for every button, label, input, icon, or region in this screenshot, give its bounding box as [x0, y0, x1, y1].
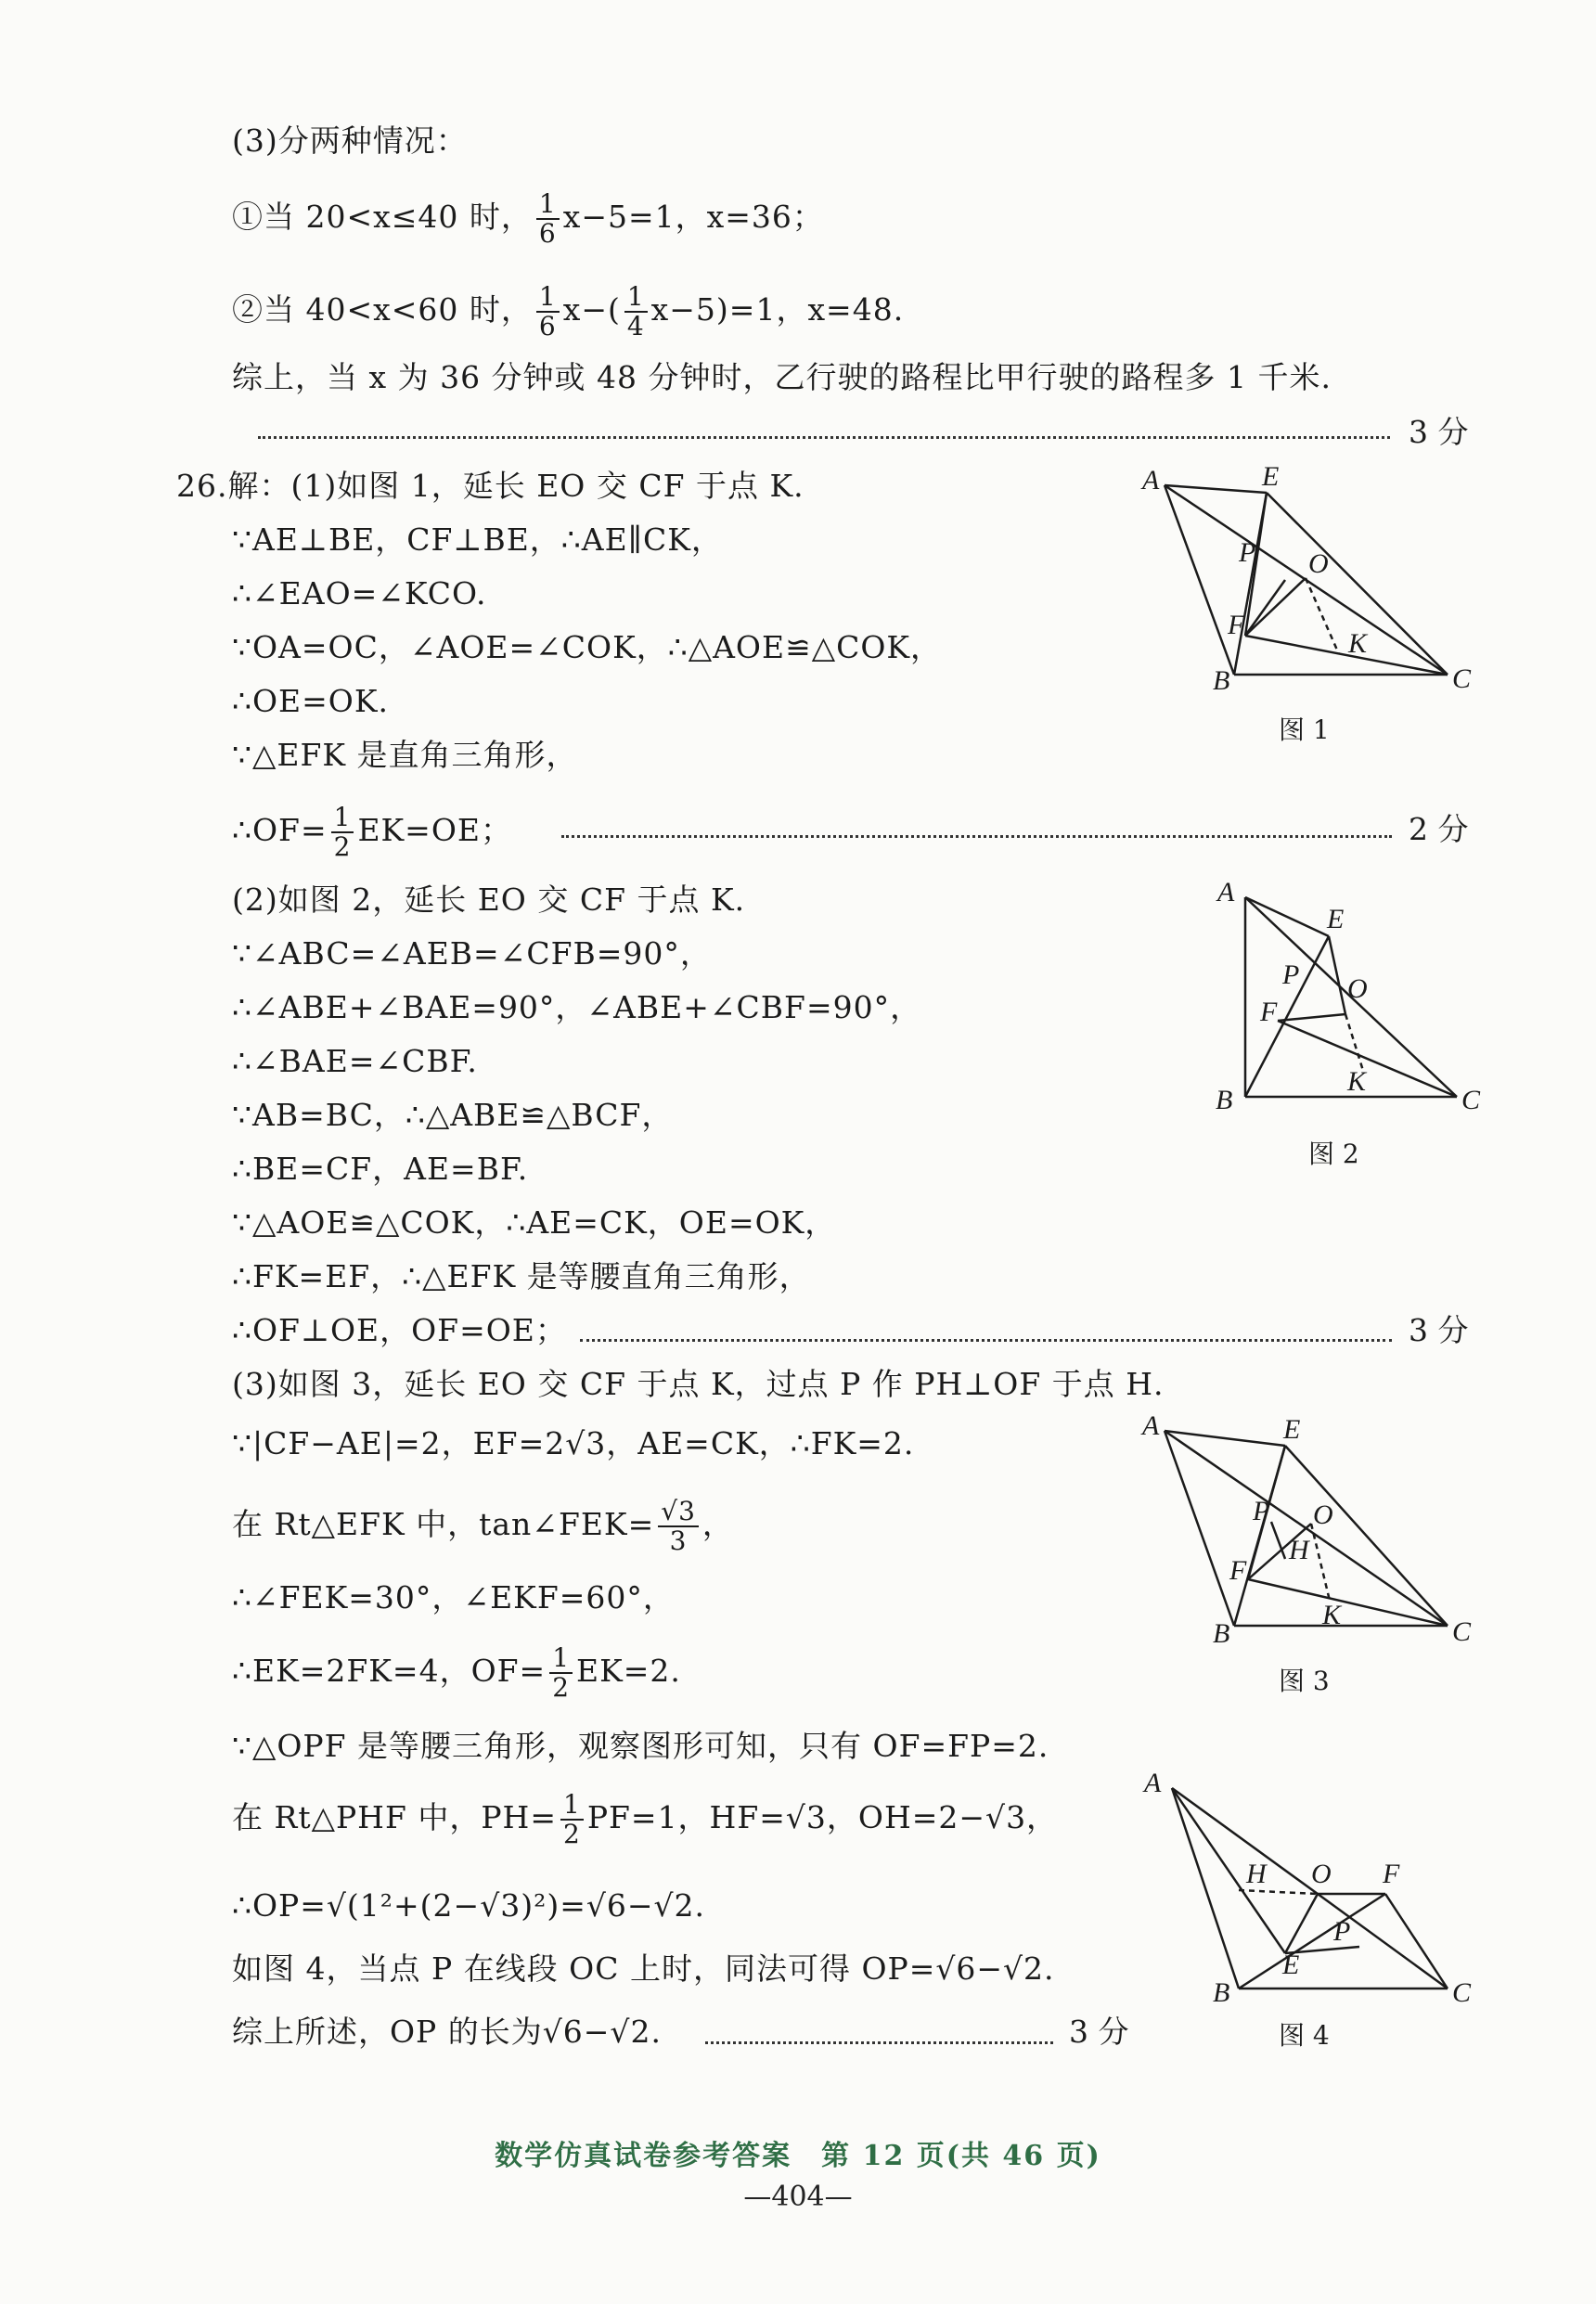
q26-line-7-suffix: EK=OE； — [357, 812, 512, 848]
figure-3 — [1137, 1410, 1489, 1655]
fig1-label-O: O — [1308, 548, 1329, 579]
fig3-label-B: B — [1213, 1618, 1230, 1649]
fig4-label-H: H — [1246, 1859, 1267, 1889]
part3-intro: (3)分两种情况： — [232, 122, 468, 159]
fraction-denominator: 2 — [333, 831, 352, 862]
part3-line-3-prefix: 在 Rt△EFK 中，tan∠FEK= — [232, 1506, 655, 1542]
figure-3-caption: 图 3 — [1279, 1666, 1330, 1696]
fig1-label-P: P — [1239, 537, 1256, 568]
part2-title: (2)如图 2，延长 EO 交 CF 于点 K. — [232, 882, 746, 918]
case-1-prefix: ①当 20<x≤40 时， — [232, 199, 533, 235]
q26-line-7 — [232, 804, 512, 861]
fraction-numerator: 1 — [536, 283, 560, 313]
q26-line-3: ∴∠EAO=∠KCO. — [232, 575, 487, 611]
part2-line-5: ∵AB=BC，∴△ABE≌△BCF， — [232, 1097, 674, 1133]
fig2-label-O: O — [1347, 973, 1368, 1004]
fig4-label-O: O — [1311, 1859, 1332, 1889]
figure-4-diagram — [1137, 1768, 1489, 2009]
part2-line-3: ∴∠ABE+∠BAE=90°，∠ABE+∠CBF=90°， — [232, 989, 922, 1025]
fig2-label-K: K — [1347, 1066, 1367, 1097]
figure-4-caption: 图 4 — [1279, 2020, 1330, 2051]
figure-2-caption: 图 2 — [1308, 1139, 1359, 1169]
figure-3-diagram — [1137, 1410, 1489, 1652]
part2-line-7: ∵△AOE≌△COK，∴AE=CK，OE=OK， — [232, 1204, 837, 1241]
case-2-middle: x−( — [562, 291, 621, 328]
q26-line-6: ∵△EFK 是直角三角形， — [232, 737, 578, 773]
fig1-label-K: K — [1348, 628, 1368, 659]
fraction-one-half — [549, 1644, 573, 1702]
fig2-label-B: B — [1216, 1085, 1233, 1115]
score-25: 3 分 — [1409, 414, 1469, 450]
fig3-label-E: E — [1283, 1414, 1301, 1445]
score-leader-dots — [580, 1339, 1392, 1342]
q26-part1-title: 26.解：(1)如图 1，延长 EO 交 CF 于点 K. — [176, 468, 804, 504]
fig3-label-H: H — [1289, 1535, 1309, 1565]
fig3-label-O: O — [1313, 1500, 1333, 1530]
fig4-label-A: A — [1144, 1768, 1162, 1798]
part2-line-9: ∴OF⊥OE，OF=OE； — [232, 1312, 567, 1348]
score-26-part1: 2 分 — [1409, 811, 1469, 847]
fig3-label-C: C — [1452, 1616, 1472, 1647]
fraction-one-half — [331, 804, 354, 861]
fraction-sqrt3-over-3 — [658, 1498, 699, 1555]
figure-1-caption: 图 1 — [1279, 714, 1330, 745]
part3-line-6: ∵△OPF 是等腰三角形，观察图形可知，只有 OF=FP=2. — [232, 1728, 1049, 1764]
part3-line-2: ∵|CF−AE|=2，EF=2√3，AE=CK，∴FK=2. — [232, 1425, 915, 1461]
figure-4 — [1137, 1768, 1489, 2013]
figure-2 — [1206, 877, 1485, 1122]
fig3-label-P: P — [1253, 1496, 1270, 1526]
fig1-label-C: C — [1452, 663, 1472, 694]
fraction-denominator: 4 — [626, 311, 645, 341]
part3-line-3-suffix: ， — [701, 1506, 734, 1542]
figure-1-diagram — [1137, 461, 1489, 701]
figure-1 — [1137, 461, 1489, 704]
fraction-numerator: 1 — [624, 283, 648, 313]
score-26-part3: 3 分 — [1069, 2014, 1129, 2050]
case-2-line — [232, 283, 904, 341]
part3-line-5 — [232, 1644, 681, 1702]
part2-line-2: ∵∠ABC=∠AEB=∠CFB=90°， — [232, 935, 712, 972]
part3-line-7-suffix: PF=1，HF=√3，OH=2−√3， — [586, 1799, 1059, 1835]
part3-title: (3)如图 3，延长 EO 交 CF 于点 K，过点 P 作 PH⊥OF 于点 H. — [232, 1366, 1165, 1402]
fraction-numerator: 1 — [331, 804, 354, 833]
q26-line-4: ∵OA=OC，∠AOE=∠COK，∴△AOE≌△COK， — [232, 629, 943, 665]
fraction-denominator: 3 — [669, 1525, 688, 1556]
fig3-label-A: A — [1142, 1410, 1160, 1441]
fraction-one-half — [560, 1791, 584, 1848]
fraction-denominator: 2 — [562, 1819, 581, 1849]
part3-line-4: ∴∠FEK=30°，∠EKF=60°， — [232, 1579, 675, 1615]
fig3-label-F: F — [1229, 1555, 1247, 1586]
fig4-label-F: F — [1383, 1859, 1400, 1889]
fraction-one-fourth — [624, 283, 648, 341]
score-leader-dots — [561, 835, 1392, 838]
q26-line-7-prefix: ∴OF= — [232, 812, 328, 848]
fig4-label-E: E — [1282, 1950, 1300, 1980]
fraction-numerator: 1 — [549, 1644, 573, 1674]
part2-line-8: ∴FK=EF，∴△EFK 是等腰直角三角形， — [232, 1258, 811, 1294]
fig2-label-E: E — [1327, 904, 1345, 934]
fraction-denominator: 6 — [538, 311, 557, 341]
part2-line-6: ∴BE=CF，AE=BF. — [232, 1151, 529, 1187]
fig1-label-B: B — [1213, 665, 1230, 696]
fraction-one-sixth — [536, 190, 560, 248]
fig4-label-B: B — [1213, 1977, 1230, 2008]
fraction-numerator: 1 — [560, 1791, 584, 1821]
page-number: —404— — [743, 2181, 853, 2213]
score-leader-dots — [258, 436, 1390, 439]
figure-2-diagram — [1206, 877, 1485, 1118]
fig1-label-E: E — [1262, 461, 1280, 492]
fraction-numerator: √3 — [658, 1498, 699, 1527]
fig3-label-K: K — [1322, 1600, 1342, 1630]
fig2-label-C: C — [1461, 1085, 1481, 1115]
score-leader-dots — [705, 2041, 1053, 2044]
fig2-label-P: P — [1282, 959, 1300, 990]
fraction-denominator: 2 — [552, 1672, 571, 1703]
q26-line-5: ∴OE=OK. — [232, 683, 389, 719]
part2-line-4: ∴∠BAE=∠CBF. — [232, 1043, 478, 1079]
fraction-denominator: 6 — [538, 218, 557, 249]
summary-25: 综上，当 x 为 36 分钟或 48 分钟时，乙行驶的路程比甲行驶的路程多 1 千米. — [232, 359, 1332, 395]
part3-line-8: ∴OP=√(1²+(2−√3)²)=√6−√2. — [232, 1887, 706, 1924]
score-26-part2: 3 分 — [1409, 1312, 1469, 1348]
q26-line-2: ∵AE⊥BE，CF⊥BE，∴AE∥CK， — [232, 521, 723, 558]
fig4-label-C: C — [1452, 1977, 1472, 2008]
part3-line-3 — [232, 1498, 734, 1555]
part3-line-7-prefix: 在 Rt△PHF 中，PH= — [232, 1799, 557, 1835]
fig2-label-F: F — [1260, 997, 1278, 1027]
part3-line-9: 如图 4，当点 P 在线段 OC 上时，同法可得 OP=√6−√2. — [232, 1950, 1055, 1987]
case-1-suffix: x−5=1，x=36； — [562, 199, 824, 235]
fraction-one-sixth — [536, 283, 560, 341]
case-2-prefix: ②当 40<x<60 时， — [232, 291, 533, 328]
part3-line-5-suffix: EK=2. — [576, 1653, 681, 1689]
case-2-suffix: x−5)=1，x=48. — [650, 291, 905, 328]
part3-line-10: 综上所述，OP 的长为√6−√2. — [232, 2014, 662, 2050]
fraction-numerator: 1 — [536, 190, 560, 220]
fig4-label-P: P — [1333, 1916, 1351, 1947]
part3-line-5-prefix: ∴EK=2FK=4，OF= — [232, 1653, 547, 1689]
fig2-label-A: A — [1217, 877, 1235, 907]
fig1-label-A: A — [1142, 465, 1160, 496]
part3-line-7 — [232, 1791, 1058, 1848]
fig1-label-F: F — [1228, 610, 1245, 640]
footer-title: 数学仿真试卷参考答案 第 12 页(共 46 页) — [495, 2140, 1101, 2172]
case-1-line — [232, 190, 824, 248]
